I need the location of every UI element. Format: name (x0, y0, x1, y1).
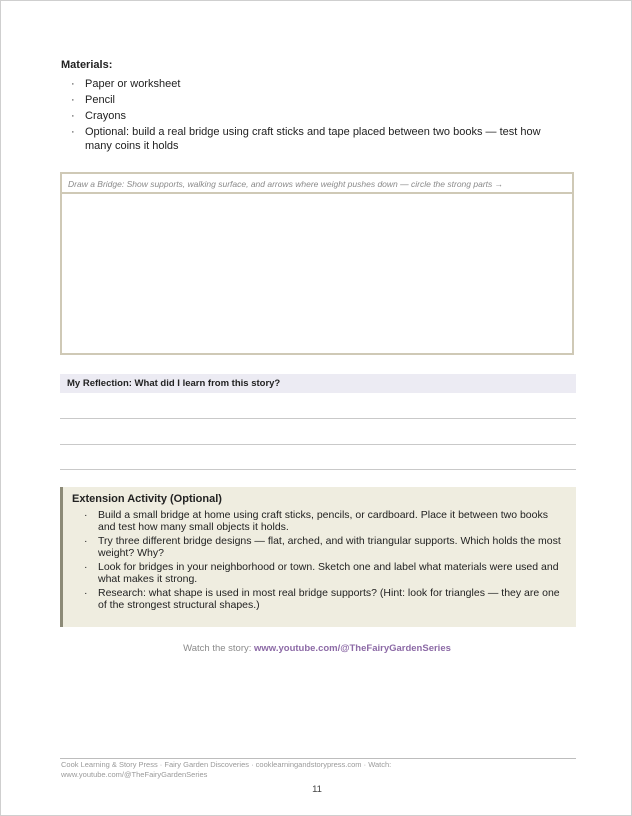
drawing-box (60, 172, 574, 355)
list-item: · Build a small bridge at home using craft sticks, pencils, or cardboard. Place it between two books and test how many small objects it holds. (84, 509, 548, 533)
reflection-line-1[interactable] (60, 418, 576, 419)
materials-list (71, 77, 551, 155)
bullet-icon: · (71, 126, 75, 138)
footer-divider (60, 758, 576, 759)
list-item: · Pencil (71, 94, 115, 106)
page-number: 11 (312, 784, 322, 795)
list-item: · Try three different bridge designs — flat, arched, and with triangular supports. Which holds the most weight? Why? (84, 535, 561, 559)
extension-heading: Extension Activity (Optional) (72, 493, 222, 505)
bullet-icon: · (71, 110, 75, 122)
bullet-icon: · (84, 509, 88, 521)
list-item: · Research: what shape is used in most real bridge supports? (Hint: look for triangles — they are one of the strongest structural shapes.) (84, 587, 560, 611)
list-item: · Paper or worksheet (71, 78, 181, 90)
bullet-icon: · (84, 535, 88, 547)
reflection-line-2[interactable] (60, 444, 576, 445)
footer-text: Cook Learning & Story Press · Fairy Garden Discoveries · cooklearningandstorypress.com · Watch: www.youtube.com/@TheFairyGardenSeries (61, 760, 392, 779)
extension-list (84, 509, 562, 613)
watch-label: Watch the story: (183, 643, 255, 654)
bullet-icon: · (84, 561, 88, 573)
materials-heading: Materials: (61, 59, 113, 71)
bullet-icon: · (71, 94, 75, 106)
reflection-line-3[interactable] (60, 469, 576, 470)
list-item: · Look for bridges in your neighborhood or town. Sketch one and label what materials were used and what makes it strong. (84, 561, 559, 585)
bullet-icon: · (71, 78, 75, 90)
reflection-heading: My Reflection: What did I learn from this story? (60, 374, 576, 393)
list-item: · Crayons (71, 110, 126, 122)
extension-activity-box (60, 487, 576, 627)
watch-story-line (1, 643, 632, 654)
drawing-area[interactable] (62, 194, 572, 353)
bullet-icon: · (84, 587, 88, 599)
drawing-prompt: Draw a Bridge: Show supports, walking surface, and arrows where weight pushes down — circle the strong parts → (62, 174, 572, 194)
youtube-link[interactable]: www.youtube.com/@TheFairyGardenSeries (254, 643, 451, 654)
list-item: · Optional: build a real bridge using craft sticks and tape placed between two books — test how many coins it holds (71, 126, 541, 152)
